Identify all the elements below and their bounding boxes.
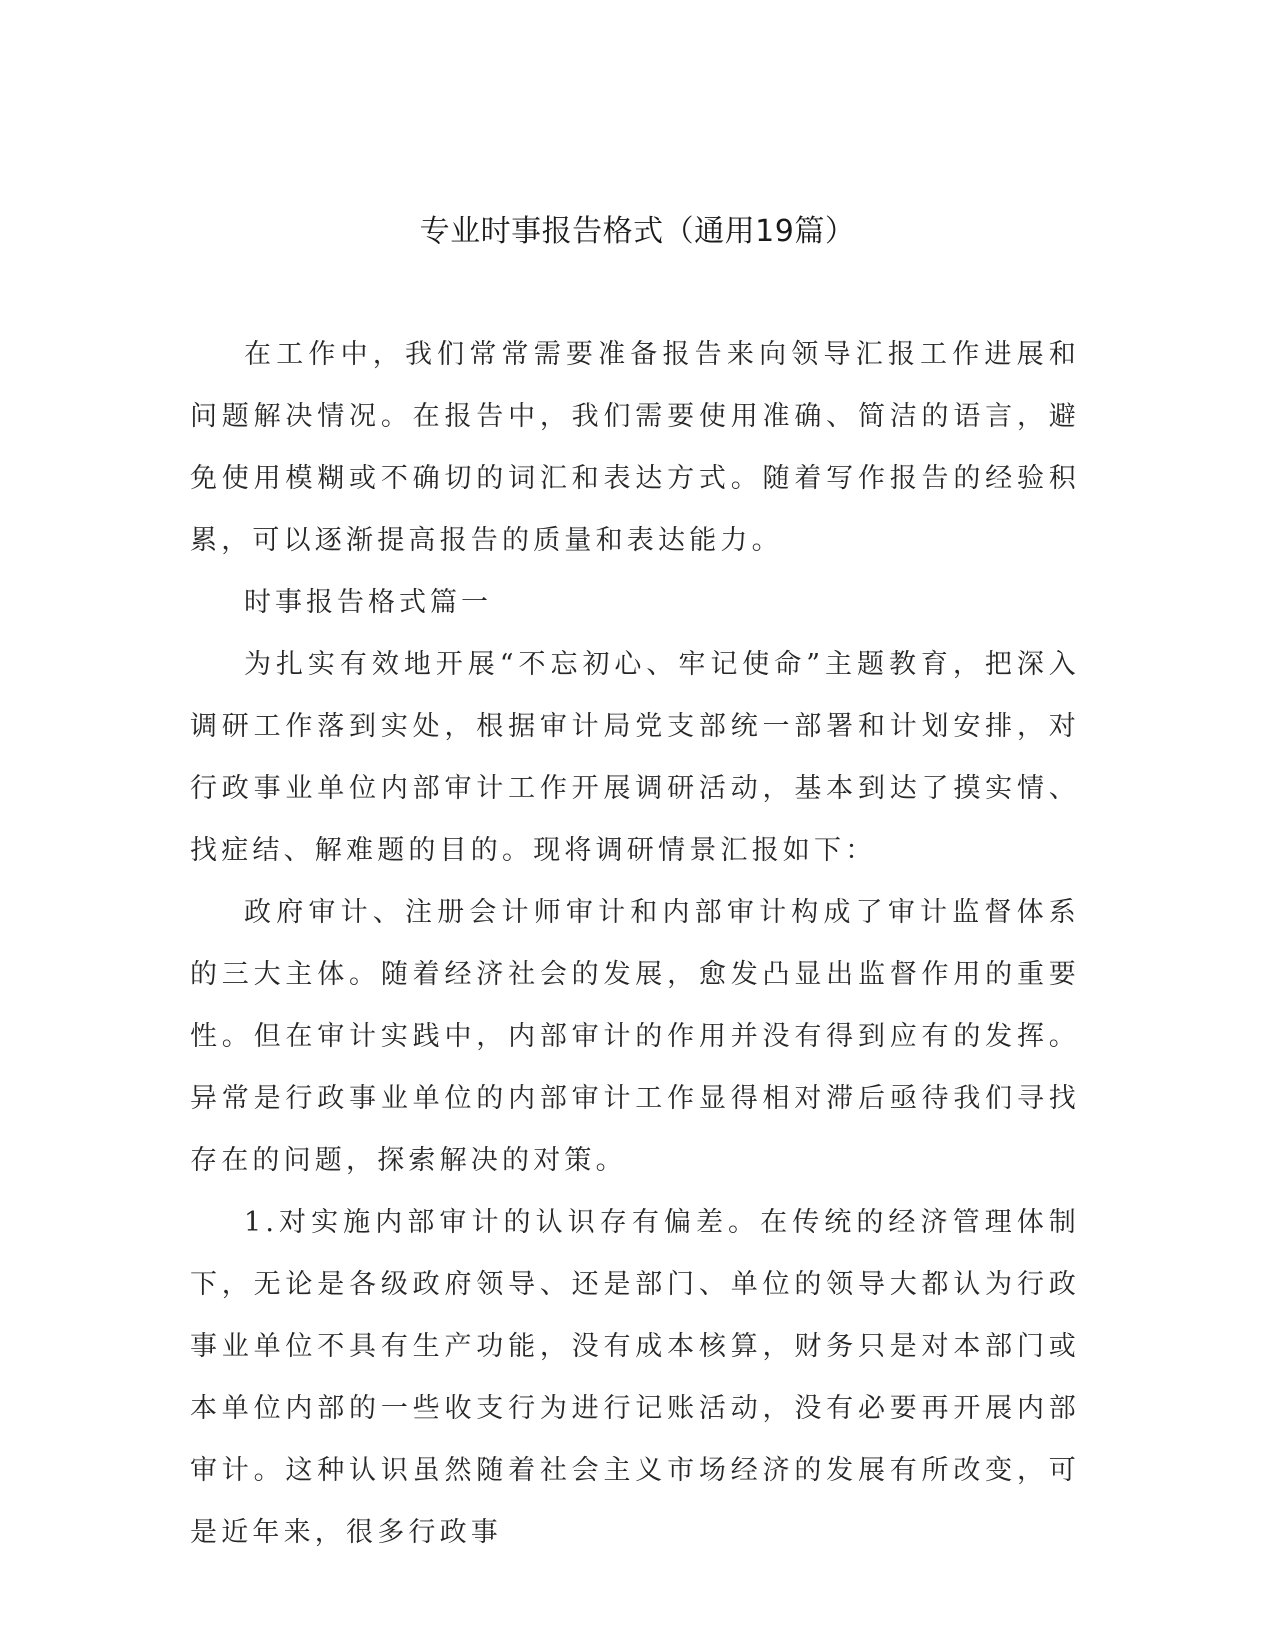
paragraph-purpose: 为扎实有效地开展“不忘初心、牢记使命”主题教育，把深入调研工作落到实处，根据审计局党支部统一部署和计划安排，对行政事业单位内部审计工作开展调研活动，基本到达了摸实情、找症结、解难题的目的。现将调研情景汇报如下： [190, 649, 1080, 866]
document-title: 专业时事报告格式（通用19篇） [419, 214, 856, 249]
paragraph-intro: 在工作中，我们常常需要准备报告来向领导汇报工作进展和问题解决情况。在报告中，我们需要使用准确、简洁的语言，避免使用模糊或不确切的词汇和表达方式。随着写作报告的经验积累，可以逐渐提高报告的质量和表达能力。 [190, 339, 1080, 556]
section-heading: 时事报告格式篇一 [244, 587, 492, 618]
paragraph-background: 政府审计、注册会计师审计和内部审计构成了审计监督体系的三大主体。随着经济社会的发展，愈发凸显出监督作用的重要性。但在审计实践中，内部审计的作用并没有得到应有的发挥。异常是行政事业单位的内部审计工作显得相对滞后亟待我们寻找存在的问题，探索解决的对策。 [190, 897, 1080, 1176]
document-body [190, 324, 1080, 1564]
paragraph-point-1: 1.对实施内部审计的认识存有偏差。在传统的经济管理体制下，无论是各级政府领导、还是部门、单位的领导大都认为行政事业单位不具有生产功能，没有成本核算，财务只是对本部门或本单位内部的一些收支行为进行记账活动，没有必要再开展内部审计。这种认识虽然随着社会主义市场经济的发展有所改变，可是近年来，很多行政事 [190, 1207, 1080, 1548]
